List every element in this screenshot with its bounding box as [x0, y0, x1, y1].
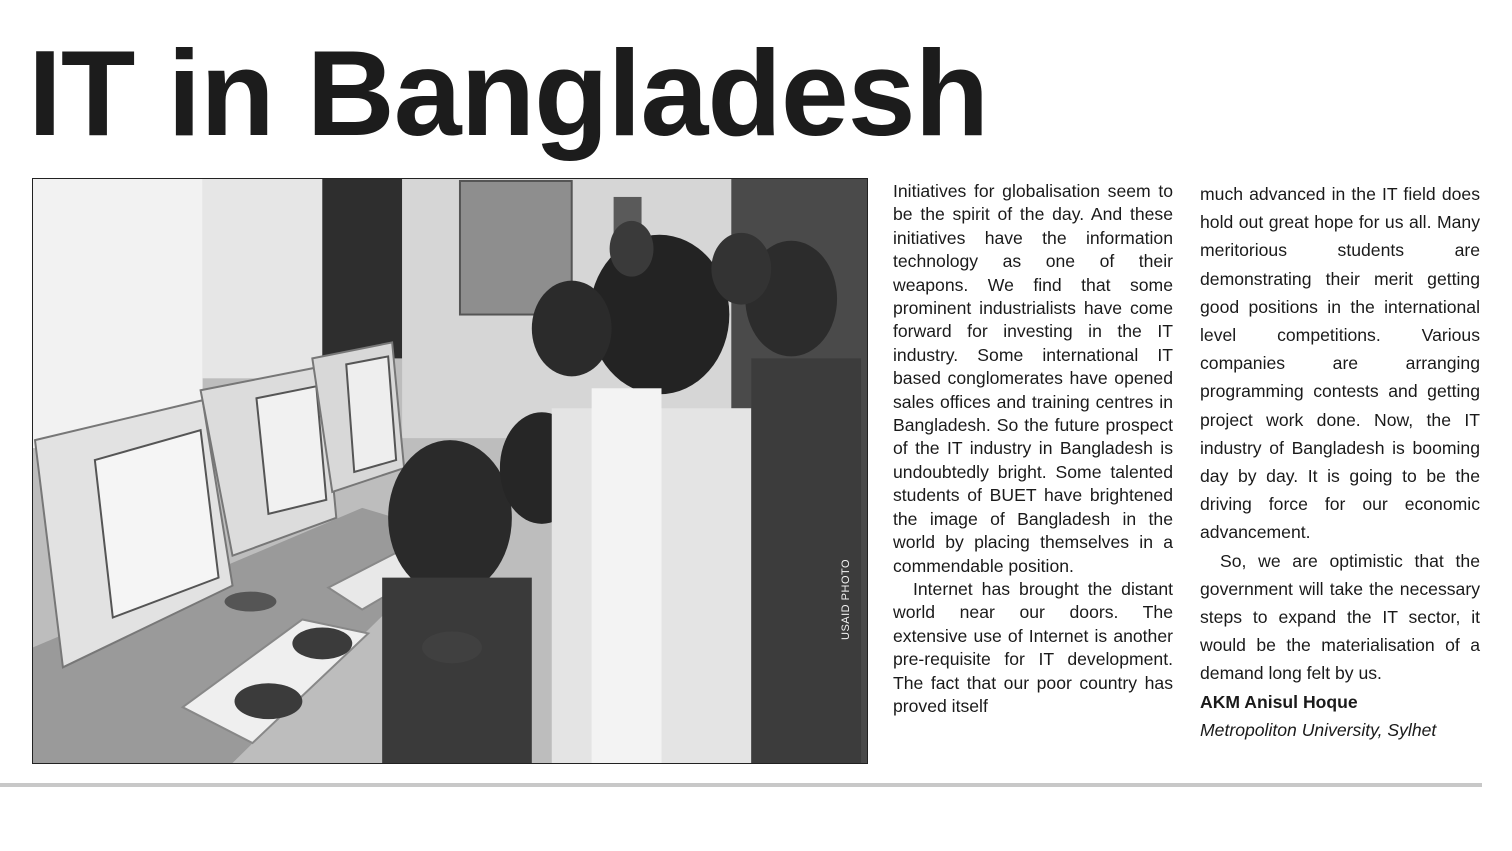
bottom-divider: [0, 783, 1482, 787]
author-affiliation: Metropoliton University, Sylhet: [1200, 719, 1437, 740]
article-column-1: [893, 180, 1173, 718]
author-name: AKM Anisul Hoque: [1200, 691, 1358, 712]
paragraph-3: much advanced in the IT field does hold out great hope for us all. Many meritorious students are demonstrating their merit getting good positions in the international level competitions. Various companies are arranging programming contests and getting project work done. Now, the IT industry of Bangladesh is booming day by day. It is going to be the driving force for our economic advancement.: [1200, 184, 1480, 543]
paragraph-2: Internet has brought the distant world near our doors. The extensive use of Internet is another pre-requisite for IT development. The fact that our poor country has proved itself: [893, 578, 1173, 716]
headline: IT in Bangladesh: [28, 25, 989, 161]
photo-credit: USAID PHOTO: [840, 558, 852, 640]
article-photo: [32, 178, 868, 764]
paragraph-4: So, we are optimistic that the government will take the necessary steps to expand the IT sector, it would be the materialisation of a demand long felt by us.: [1200, 550, 1480, 684]
article-column-2: [1200, 180, 1480, 744]
paragraph-1: Initiatives for globalisation seem to be the spirit of the day. And these initiatives have the information technology as one of their weapons. We find that some prominent industrialists have come forward for investing in the IT industry. Some international IT based conglomerates have opened sales offices and training centres in Bangladesh. So the future prospect of the IT industry in Bangladesh is undoubtedly bright. Some talented students of BUET have brightened the image of Bangladesh in the world by placing themselves in a commendable position.: [893, 181, 1173, 576]
photo-illustration: [33, 179, 867, 763]
